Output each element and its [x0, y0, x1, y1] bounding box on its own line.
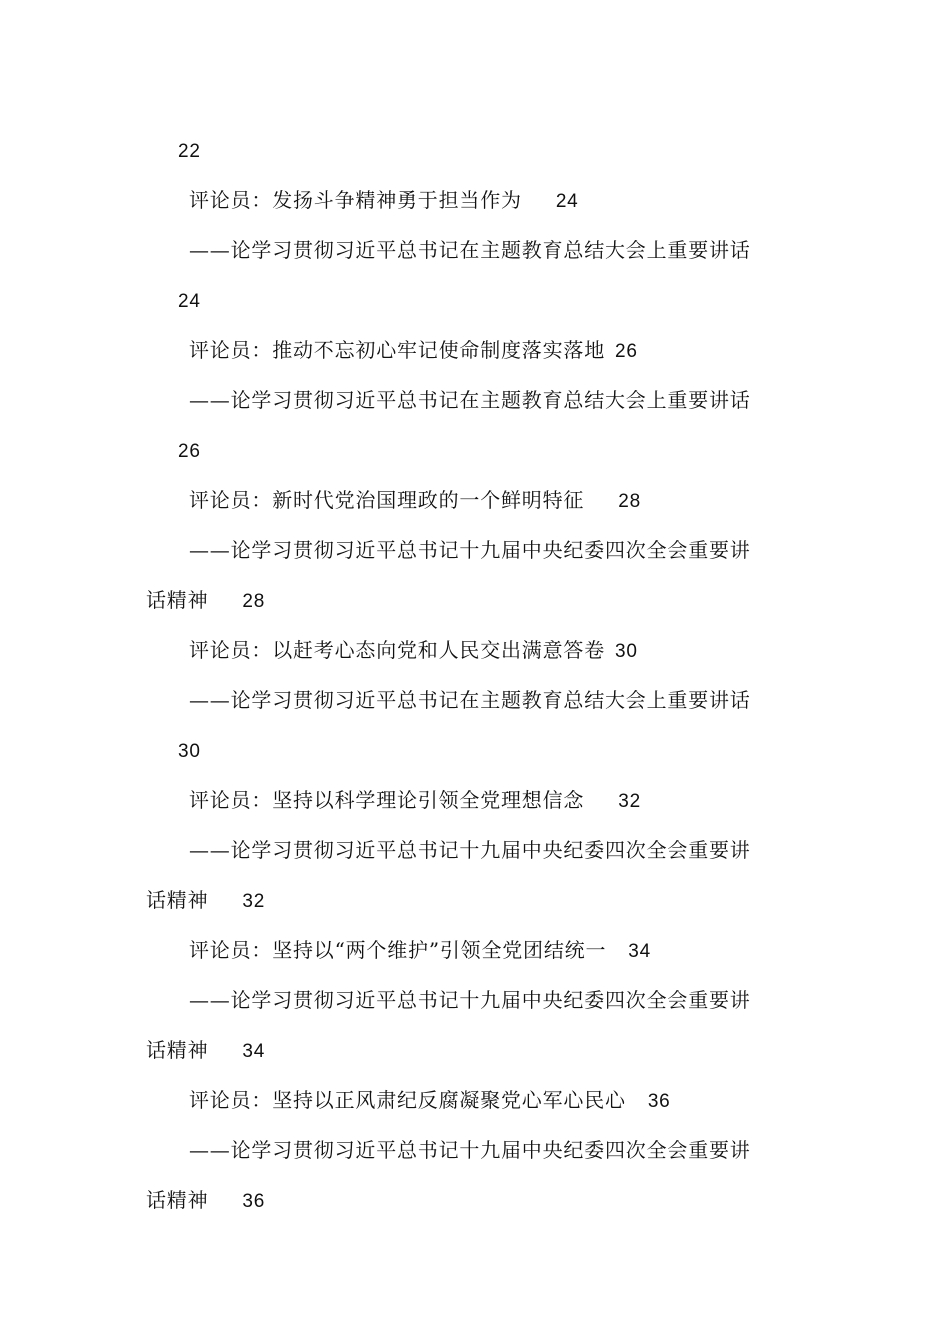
continuation-text: 话精神 [146, 1188, 209, 1212]
page-number: 36 [647, 1091, 671, 1112]
entry-title-text: 评论员：坚持以科学理论引领全党理想信念 [189, 788, 585, 812]
toc-entry-title[interactable] [189, 486, 641, 516]
entry-subtitle-text: ——论学习贯彻习近平总书记十九届中央纪委四次全会重要讲 [189, 538, 751, 562]
toc-entry-continuation [146, 886, 265, 916]
toc-entry-subtitle [189, 236, 751, 264]
entry-subtitle-text: ——论学习贯彻习近平总书记十九届中央纪委四次全会重要讲 [189, 838, 751, 862]
entry-title-text: 评论员：新时代党治国理政的一个鲜明特征 [189, 488, 585, 512]
toc-page-number-line [178, 736, 201, 766]
entry-title-text: 评论员：坚持以正风肃纪反腐凝聚党心军心民心 [189, 1088, 626, 1112]
entry-subtitle-text: ——论学习贯彻习近平总书记在主题教育总结大会上重要讲话 [189, 388, 751, 412]
continuation-text: 话精神 [146, 888, 209, 912]
toc-page-number-line [178, 136, 201, 166]
page-number: 26 [178, 441, 201, 462]
entry-subtitle-text: ——论学习贯彻习近平总书记在主题教育总结大会上重要讲话 [189, 688, 751, 712]
toc-entry-title[interactable] [189, 636, 638, 666]
entry-title-text: 评论员：推动不忘初心牢记使命制度落实落地 [189, 338, 605, 362]
entry-title-text: 评论员：以赶考心态向党和人民交出满意答卷 [189, 638, 605, 662]
page-number: 26 [615, 341, 638, 362]
toc-entry-subtitle [189, 386, 751, 414]
page-number: 24 [555, 191, 579, 212]
page-number: 30 [178, 741, 201, 762]
toc-page-number-line [178, 436, 201, 466]
page-number: 28 [242, 591, 266, 612]
entry-title-text: 评论员：坚持以“两个维护”引领全党团结统一 [189, 938, 607, 962]
toc-entry-title[interactable] [189, 186, 579, 216]
toc-entry-title[interactable] [189, 936, 651, 966]
toc-entry-subtitle [189, 836, 751, 864]
toc-entry-title[interactable] [189, 786, 641, 816]
toc-entry-continuation [146, 1036, 265, 1066]
continuation-text: 话精神 [146, 588, 209, 612]
entry-title-text: 评论员：发扬斗争精神勇于担当作为 [189, 188, 522, 212]
entry-subtitle-text: ——论学习贯彻习近平总书记在主题教育总结大会上重要讲话 [189, 238, 751, 262]
page-number: 30 [615, 641, 638, 662]
toc-entry-subtitle [189, 1136, 751, 1164]
page-number: 34 [242, 1041, 266, 1062]
toc-entry-subtitle [189, 536, 751, 564]
page-number: 28 [618, 491, 641, 512]
page-number: 32 [242, 891, 266, 912]
page-number: 22 [178, 141, 201, 162]
toc-entry-continuation [146, 586, 265, 616]
entry-subtitle-text: ——论学习贯彻习近平总书记十九届中央纪委四次全会重要讲 [189, 1138, 751, 1162]
toc-entry-title[interactable] [189, 1086, 671, 1116]
toc-entry-title[interactable] [189, 336, 638, 366]
page-number: 24 [178, 291, 201, 312]
continuation-text: 话精神 [146, 1038, 209, 1062]
toc-entry-subtitle [189, 686, 751, 714]
toc-entry-continuation [146, 1186, 265, 1216]
page-number: 36 [242, 1191, 266, 1212]
page-number: 34 [628, 941, 651, 962]
entry-subtitle-text: ——论学习贯彻习近平总书记十九届中央纪委四次全会重要讲 [189, 988, 751, 1012]
toc-page-number-line [178, 286, 201, 316]
toc-entry-subtitle [189, 986, 751, 1014]
page-number: 32 [618, 791, 641, 812]
